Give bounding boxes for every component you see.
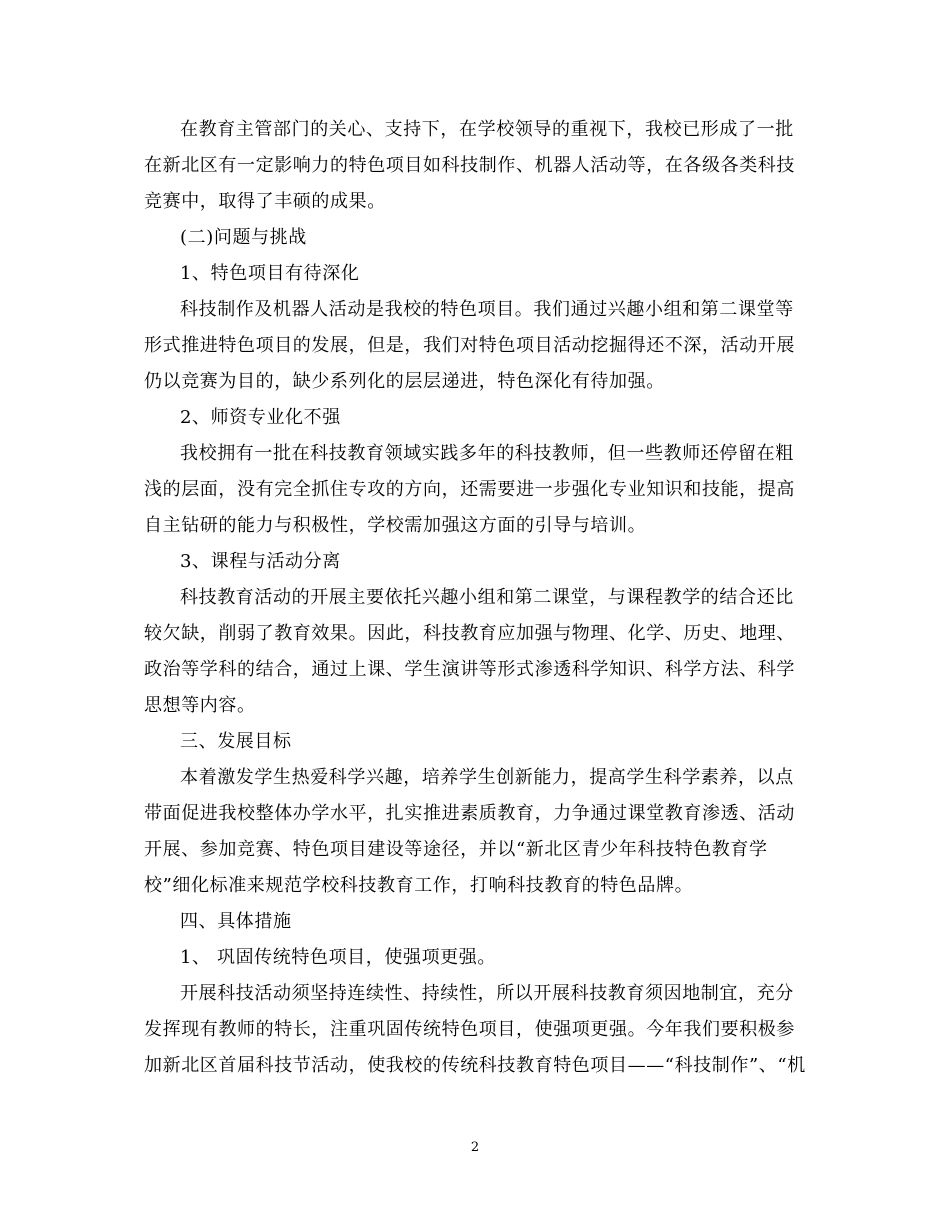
page-number: 2 [470,1140,480,1155]
paragraph-line: 科技制作及机器人活动是我校的特色项目。我们通过兴趣小组和第二课堂等 [180,299,794,320]
section-heading: 四、具体措施 [180,911,292,932]
paragraph-line: 开展科技活动须坚持连续性、持续性，所以开展科技教育须因地制宜，充分 [180,983,794,1004]
paragraph-line: 在新北区有一定影响力的特色项目如科技制作、机器人活动等，在各级各类科技 [144,155,795,176]
section-heading: (二)问题与挑战 [180,227,307,248]
paragraph-line: 开展、参加竞赛、特色项目建设等途径，并以“新北区青少年科技特色教育学 [144,839,768,860]
paragraph-line: 竞赛中，取得了丰硕的成果。 [144,191,386,212]
section-heading: 三、发展目标 [180,731,292,752]
paragraph-line: 思想等内容。 [144,695,256,716]
paragraph-line: 在教育主管部门的关心、支持下，在学校领导的重视下，我校已形成了一批 [180,119,794,140]
paragraph-line: 较欠缺，削弱了教育效果。因此，科技教育应加强与物理、化学、历史、地理、 [144,623,795,644]
subsection-heading: 1、 巩固传统特色项目，使强项更强。 [180,947,496,968]
subsection-heading: 3、课程与活动分离 [180,551,341,572]
subsection-heading: 2、师资专业化不强 [180,407,341,428]
subsection-heading: 1、特色项目有待深化 [180,263,360,284]
paragraph-line: 仍以竞赛为目的，缺少系列化的层层递进，特色深化有待加强。 [144,371,665,392]
paragraph-line: 校”细化标准来规范学校科技教育工作，打响科技教育的特色品牌。 [144,875,694,896]
paragraph-line: 政治等学科的结合，通过上课、学生演讲等形式渗透科学知识、科学方法、科学 [144,659,795,680]
paragraph-line: 带面促进我校整体办学水平，扎实推进素质教育，力争通过课堂教育渗透、活动 [144,803,795,824]
paragraph-line: 加新北区首届科技节活动，使我校的传统科技教育特色项目——“科技制作”、“机 [144,1055,806,1076]
paragraph-line: 浅的层面，没有完全抓住专攻的方向，还需要进一步强化专业知识和技能，提高 [144,479,795,500]
paragraph-line: 发挥现有教师的特长，注重巩固传统特色项目，使强项更强。今年我们要积极参 [144,1019,795,1040]
paragraph-line: 自主钻研的能力与积极性，学校需加强这方面的引导与培训。 [144,515,647,536]
paragraph-line: 我校拥有一批在科技教育领域实践多年的科技教师，但一些教师还停留在粗 [180,443,794,464]
paragraph-line: 形式推进特色项目的发展，但是，我们对特色项目活动挖掘得还不深，活动开展 [144,335,795,356]
paragraph-line: 本着激发学生热爱科学兴趣，培养学生创新能力，提高学生科学素养，以点 [180,767,794,788]
paragraph-line: 科技教育活动的开展主要依托兴趣小组和第二课堂，与课程教学的结合还比 [180,587,794,608]
